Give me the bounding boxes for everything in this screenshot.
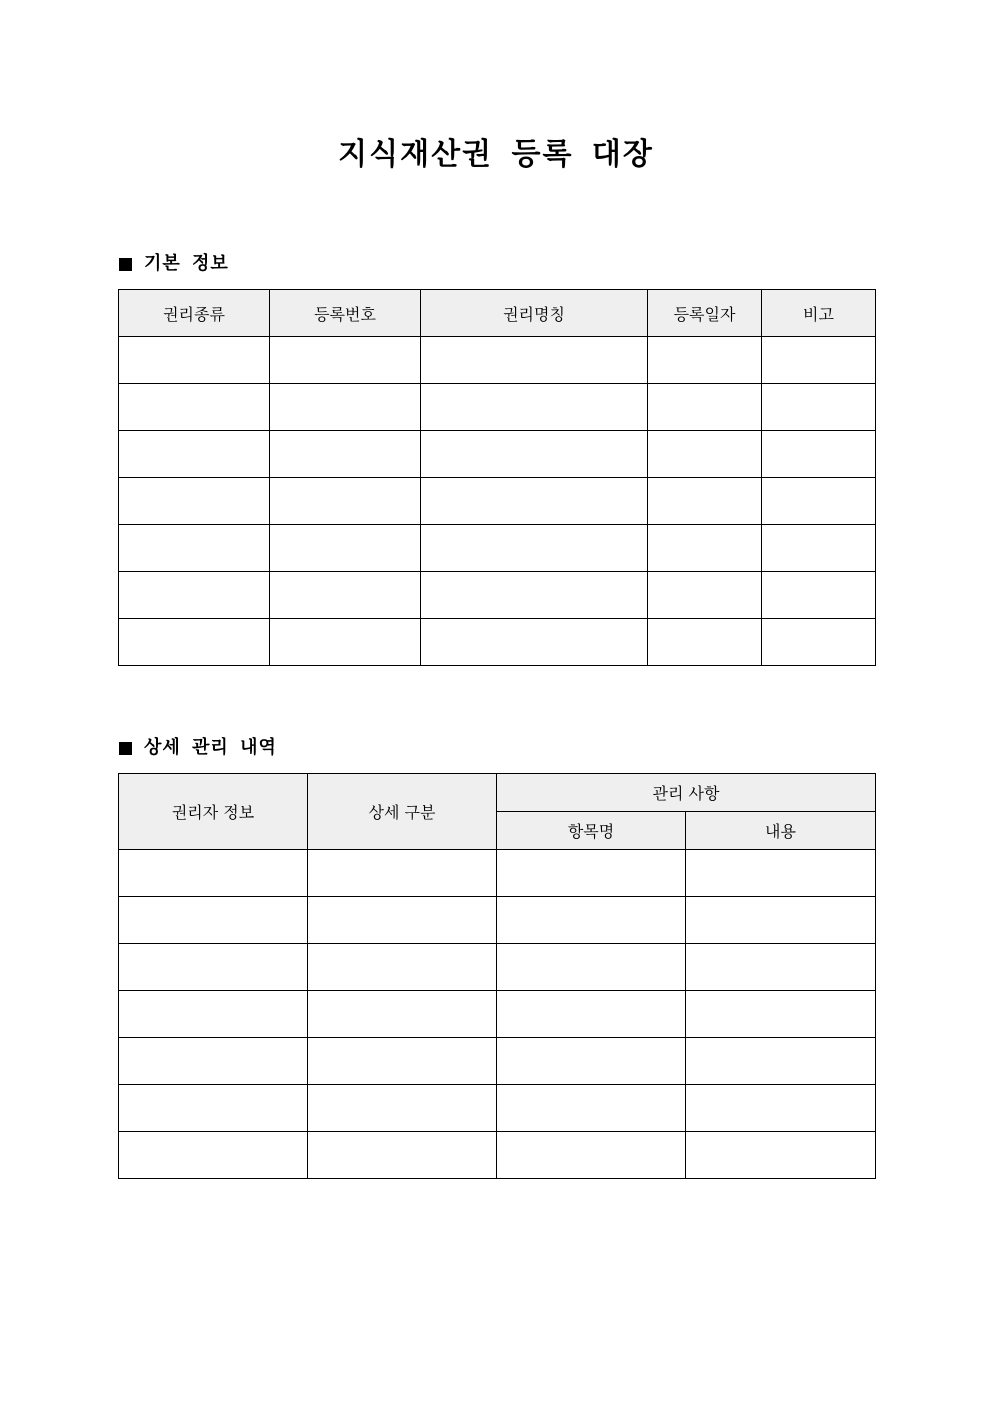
table-row <box>119 478 876 525</box>
table-cell[interactable] <box>686 944 876 991</box>
table-cell[interactable] <box>308 1085 497 1132</box>
table-header-row <box>119 290 876 337</box>
column-header-registration-date: 등록일자 <box>648 290 762 337</box>
table-cell[interactable] <box>686 850 876 897</box>
table-cell[interactable] <box>308 897 497 944</box>
table-cell[interactable] <box>421 431 648 478</box>
table-cell[interactable] <box>421 572 648 619</box>
table-row <box>119 991 876 1038</box>
square-bullet-icon <box>119 258 132 271</box>
table-cell[interactable] <box>421 384 648 431</box>
column-header-content: 내용 <box>686 812 876 850</box>
table-cell[interactable] <box>686 1038 876 1085</box>
table-cell[interactable] <box>308 1132 497 1179</box>
table-cell[interactable] <box>308 850 497 897</box>
table-row <box>119 1132 876 1179</box>
table-cell[interactable] <box>686 991 876 1038</box>
table-row <box>119 384 876 431</box>
table-cell[interactable] <box>270 431 421 478</box>
table-cell[interactable] <box>648 431 762 478</box>
table-cell[interactable] <box>421 478 648 525</box>
table-cell[interactable] <box>270 619 421 666</box>
table-cell[interactable] <box>648 478 762 525</box>
table-cell[interactable] <box>762 384 876 431</box>
table-row <box>119 525 876 572</box>
square-bullet-icon <box>119 742 132 755</box>
table-row <box>119 572 876 619</box>
table-cell[interactable] <box>270 337 421 384</box>
table-cell[interactable] <box>119 1132 308 1179</box>
table-cell[interactable] <box>421 525 648 572</box>
table-cell[interactable] <box>648 572 762 619</box>
table-cell[interactable] <box>119 897 308 944</box>
table-cell[interactable] <box>270 478 421 525</box>
table-cell[interactable] <box>648 384 762 431</box>
table-cell[interactable] <box>270 572 421 619</box>
table-cell[interactable] <box>497 850 686 897</box>
table-row <box>119 337 876 384</box>
detail-management-heading <box>119 736 277 760</box>
table-cell[interactable] <box>119 991 308 1038</box>
table-cell[interactable] <box>686 897 876 944</box>
table-cell[interactable] <box>497 1132 686 1179</box>
table-cell[interactable] <box>648 619 762 666</box>
table-cell[interactable] <box>762 619 876 666</box>
table-cell[interactable] <box>686 1132 876 1179</box>
table-cell[interactable] <box>648 525 762 572</box>
table-row <box>119 1038 876 1085</box>
table-cell[interactable] <box>308 944 497 991</box>
column-header-right-type: 권리종류 <box>119 290 270 337</box>
table-cell[interactable] <box>119 525 270 572</box>
table-row <box>119 897 876 944</box>
table-cell[interactable] <box>119 619 270 666</box>
table-cell[interactable] <box>762 337 876 384</box>
table-row <box>119 850 876 897</box>
column-header-registration-number: 등록번호 <box>270 290 421 337</box>
basic-info-heading <box>119 252 229 276</box>
table-cell[interactable] <box>119 1038 308 1085</box>
table-cell[interactable] <box>421 619 648 666</box>
table-row <box>119 1085 876 1132</box>
table-row <box>119 619 876 666</box>
column-header-management-group: 관리 사항 <box>497 774 876 812</box>
basic-info-heading-label: 기본 정보 <box>144 253 229 274</box>
table-cell[interactable] <box>497 944 686 991</box>
table-cell[interactable] <box>762 431 876 478</box>
column-header-right-name: 권리명칭 <box>421 290 648 337</box>
document-title: 지식재산권 등록 대장 <box>338 137 654 172</box>
table-cell[interactable] <box>119 1085 308 1132</box>
basic-info-table <box>118 289 876 666</box>
detail-management-heading-label: 상세 관리 내역 <box>144 737 277 758</box>
table-cell[interactable] <box>762 572 876 619</box>
table-cell[interactable] <box>421 337 648 384</box>
column-header-detail-category: 상세 구분 <box>308 774 497 850</box>
table-cell[interactable] <box>497 1085 686 1132</box>
table-cell[interactable] <box>497 991 686 1038</box>
table-cell[interactable] <box>270 384 421 431</box>
table-header-row <box>119 774 876 812</box>
table-cell[interactable] <box>497 897 686 944</box>
column-header-remarks: 비고 <box>762 290 876 337</box>
table-cell[interactable] <box>686 1085 876 1132</box>
table-cell[interactable] <box>648 337 762 384</box>
table-cell[interactable] <box>308 991 497 1038</box>
detail-management-table <box>118 773 876 1179</box>
table-cell[interactable] <box>119 478 270 525</box>
table-cell[interactable] <box>762 525 876 572</box>
table-row <box>119 431 876 478</box>
column-header-holder-info: 권리자 정보 <box>119 774 308 850</box>
table-row <box>119 944 876 991</box>
table-cell[interactable] <box>119 384 270 431</box>
table-cell[interactable] <box>119 337 270 384</box>
table-cell[interactable] <box>497 1038 686 1085</box>
table-cell[interactable] <box>762 478 876 525</box>
table-cell[interactable] <box>270 525 421 572</box>
column-header-item-name: 항목명 <box>497 812 686 850</box>
table-cell[interactable] <box>119 431 270 478</box>
table-cell[interactable] <box>119 572 270 619</box>
table-cell[interactable] <box>308 1038 497 1085</box>
table-cell[interactable] <box>119 850 308 897</box>
table-cell[interactable] <box>119 944 308 991</box>
